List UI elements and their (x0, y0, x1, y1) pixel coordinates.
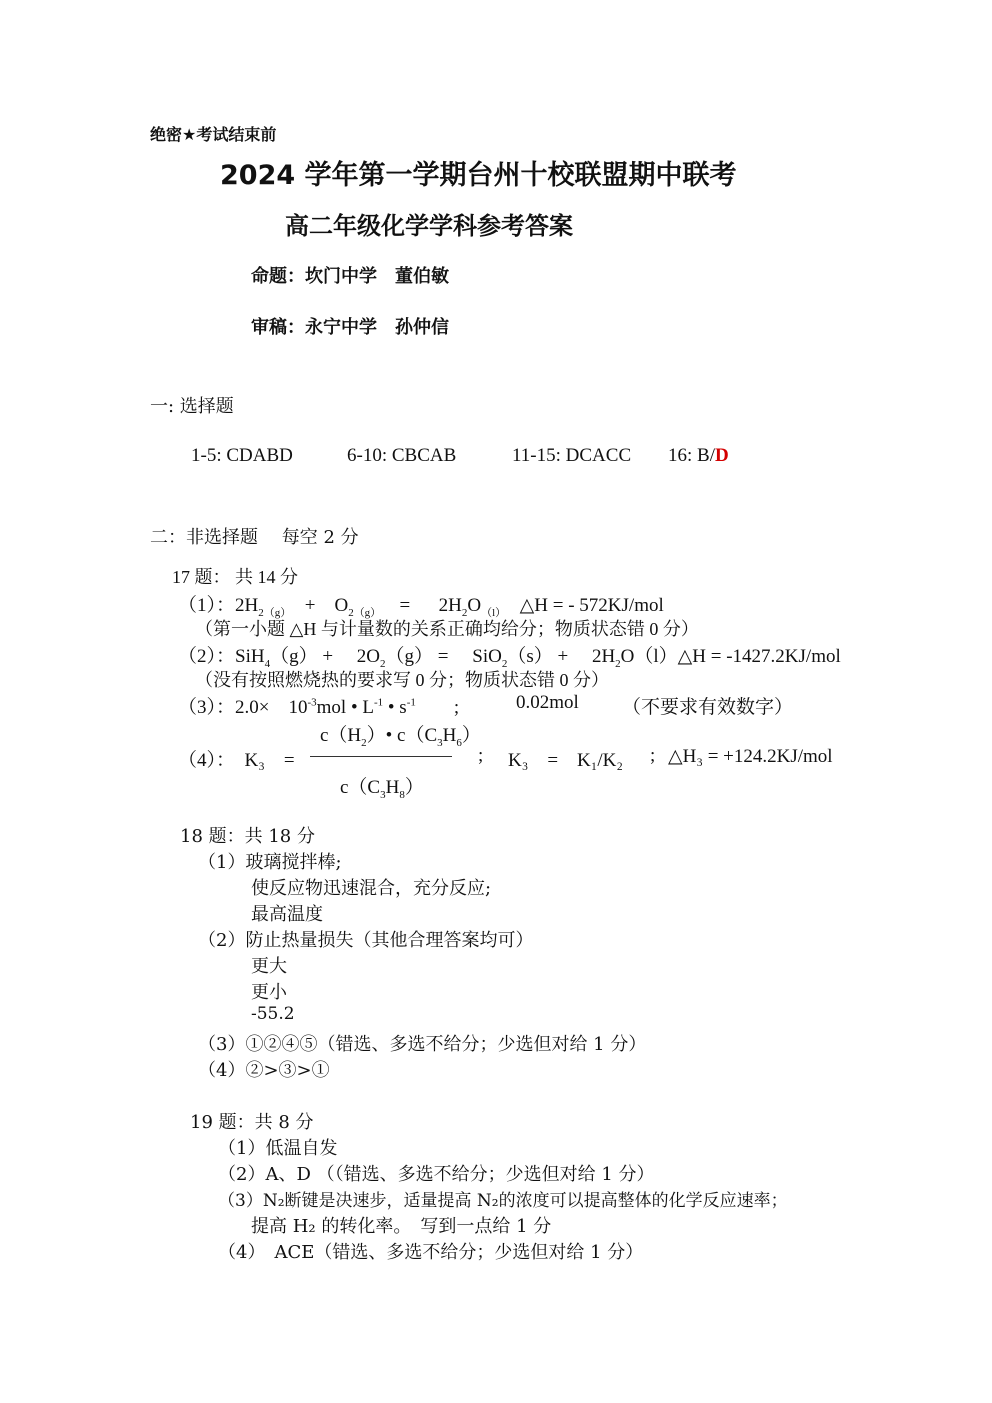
author-line: 命题：坎门中学 董伯敏 (251, 266, 449, 287)
q18-line-3: 最高温度 (251, 904, 323, 925)
q17-fraction-numerator: $c(H_2)•$ $c(C_3H_6)$ (320, 725, 481, 749)
q17-a4-enthalpy: △H₃ = +124.2KJ/mol (668, 746, 833, 767)
q19-line-2: （2）A、D （（错选、多选不给分；少选但对给 1 分） (218, 1164, 655, 1185)
q17-answer-4-label: （4）： K₃ = (178, 750, 295, 771)
q18-line-1: （1）玻璃搅拌棒; (198, 852, 342, 873)
q17-a3-value: 0.02mol (516, 692, 579, 713)
q17-a3-note: （不要求有效数字） (622, 697, 794, 718)
q19-line-1: （1）低温自发 (218, 1138, 338, 1159)
q17-fraction-denominator: $c(C_3H_8)$ (340, 777, 424, 801)
q17-a4-separator: ; (478, 745, 484, 766)
q19-line-3: （3）N₂断键是决速步，适量提高 N₂的浓度可以提高整体的化学反应速率； (218, 1191, 788, 1211)
q19-title: 19 题：共 8 分 (190, 1112, 314, 1133)
q18-line-8: （3）①②④⑤（错选、多选不给分；少选但对给 1 分） (198, 1034, 647, 1055)
mc-q16-alt-answer: D (714, 445, 729, 466)
mc-group-2: 6-10: CBCAB (347, 445, 457, 466)
q17-answer-1: （1）：$2H_{2(g)}$ + $O_{2(g)}$ = $2H_2O_{(l)}$ △H = - 572KJ/mol (178, 595, 664, 619)
q17-a4-separator-2: ; (650, 745, 656, 766)
q18-line-2: 使反应物迅速混合，充分反应; (251, 878, 492, 899)
q17-title: 17 题： 共 14 分 (172, 567, 298, 587)
q17-a1-label: （1）： (178, 595, 236, 616)
part2-heading: 二：非选择题 每空 2 分 (150, 527, 359, 548)
q18-line-4: （2）防止热量损失（其他合理答案均可） (198, 930, 534, 951)
q17-a4-label: （4）： (178, 750, 226, 771)
q19-line-4: 提高 H₂ 的转化率。 写到一点给 1 分 (251, 1216, 552, 1237)
q17-note-2: （没有按照燃烧热的要求写 0 分；物质状态错 0 分） (195, 670, 609, 690)
reviewer-line: 审稿：永宁中学 孙仲信 (251, 317, 449, 338)
q17-a2-label: （2）： (178, 646, 236, 667)
q19-line-5: （4） ACE（错选、多选不给分；少选但对给 1 分） (218, 1242, 644, 1263)
q18-line-5: 更大 (251, 956, 287, 977)
mc-q16-answer: 16: B/ (668, 445, 715, 466)
q17-a3-label: （3）： (178, 697, 236, 718)
secret-label: 绝密★考试结束前 (150, 125, 277, 144)
q17-answer-2: （2）：SiH$_4$（g） + $2O_2(g)$ = SiO$_2$（s） + $2H_2O(l)\triangle H = -1427.2KJ/mol$ (178, 646, 841, 670)
mc-group-3: 11-15: DCACC (512, 445, 632, 466)
q18-line-6: 更小 (251, 982, 287, 1003)
mc-group-1: 1-5: CDABD (191, 445, 293, 466)
mc-group-4 (668, 445, 729, 467)
q18-line-7: -55.2 (251, 1004, 295, 1024)
page-subtitle: 高二年级化学学科参考答案 (285, 212, 573, 240)
fraction-bar (310, 756, 452, 757)
q17-a4-k3: K₃ (244, 750, 265, 771)
q18-title: 18 题：共 18 分 (180, 826, 315, 847)
q17-note-1: （第一小题 △H 与计量数的关系正确均给分；物质状态错 0 分） (195, 619, 699, 639)
q17-answer-3: （3）：2.0× $10^{-3}mol$ • $L^{-1}$ • $s^{-1}$ ; (178, 696, 460, 718)
q17-a4-relation: K₃ = K₁/K₂ (508, 750, 624, 771)
part1-heading: 一: 选择题 (150, 396, 234, 417)
page-title: 2024 学年第一学期台州十校联盟期中联考 (220, 160, 737, 191)
q18-line-9: （4）②>③>① (198, 1060, 330, 1081)
